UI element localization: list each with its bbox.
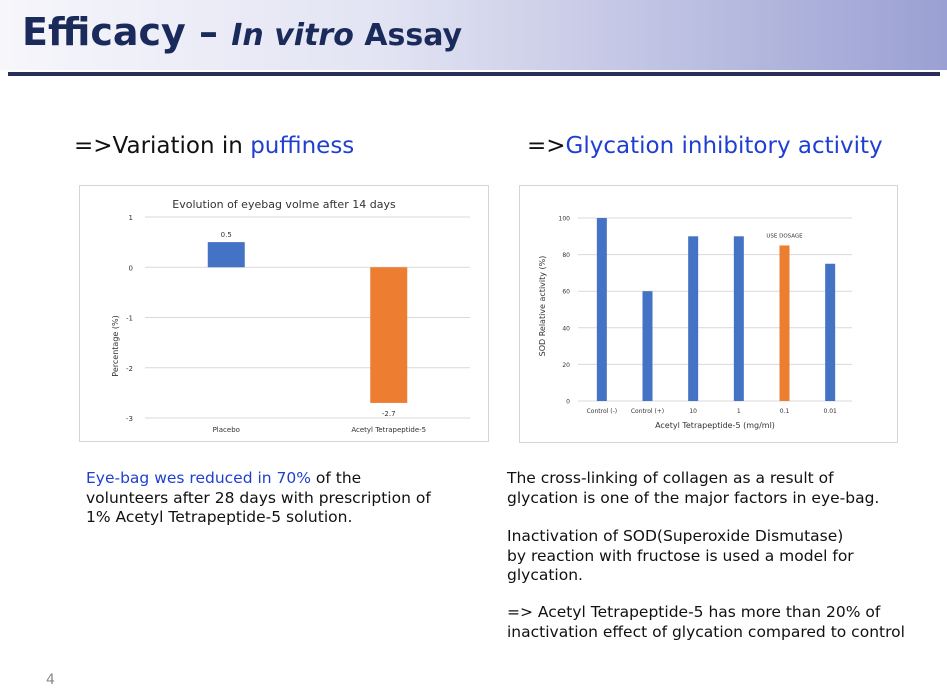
puffiness-chart — [79, 185, 489, 442]
chart1-ytick-label: 0 — [128, 264, 133, 273]
chart1-data-label: -2.7 — [381, 409, 396, 418]
left-para-rest: of the volunteers after 28 days with prescription of 1% Acetyl Tetrapeptide-5 solution. — [86, 469, 431, 526]
chart2-ytick-label: 20 — [562, 361, 570, 369]
chart1-ylabel: Percentage (%) — [111, 315, 120, 377]
chart2-bar — [825, 264, 835, 401]
right-paragraph-3: => Acetyl Tetrapeptide-5 has more than 20% of inactivation effect of glycation compared to control — [507, 603, 905, 641]
chart2-category-label: 0.1 — [779, 408, 790, 415]
left-heading — [74, 133, 354, 159]
title-italic: In vitro — [231, 18, 354, 53]
right-heading-prefix: => — [527, 133, 566, 159]
chart1-ytick-label: 1 — [128, 214, 133, 222]
chart2-category-label: 10 — [689, 408, 697, 415]
page-number: 4 — [46, 672, 55, 688]
chart1-category-label: Acetyl Tetrapeptide-5 — [351, 426, 427, 434]
chart1-ytick-label: -2 — [126, 364, 133, 373]
chart2-ytick-label: 100 — [558, 215, 570, 223]
chart1-ytick-label: -3 — [126, 415, 133, 423]
left-heading-prefix: =>Variation in — [74, 133, 251, 159]
chart2-category-label: 1 — [736, 408, 741, 415]
chart2-annotation: USE DOSAGE — [766, 233, 803, 240]
chart2-bar — [734, 236, 744, 401]
chart1-bar — [208, 242, 245, 267]
chart2-ytick-label: 40 — [562, 325, 570, 333]
right-heading — [527, 133, 883, 159]
title-underline — [8, 72, 940, 76]
chart2-category-label: 0.01 — [823, 408, 837, 415]
title-tail: Assay — [353, 18, 463, 53]
chart1-category-label: Placebo — [212, 426, 240, 434]
right-paragraph-2: Inactivation of SOD(Superoxide Dismutase) by reaction with fructose is used a model for glycation. — [507, 527, 854, 584]
chart2-bar — [688, 236, 698, 401]
slide-title — [22, 10, 462, 54]
chart2-bar — [643, 291, 653, 401]
chart1-bar — [370, 267, 407, 403]
chart1-ytick-label: -1 — [126, 314, 133, 323]
chart2-bar — [597, 218, 607, 401]
chart1-title: Evolution of eyebag volme after 14 days — [172, 198, 396, 211]
left-heading-highlight: puffiness — [250, 133, 355, 159]
glycation-chart-svg — [520, 186, 897, 442]
left-paragraph — [86, 469, 446, 528]
chart2-category-label: Control (+) — [630, 408, 665, 415]
chart2-bar — [780, 245, 790, 401]
chart2-ytick-label: 60 — [562, 288, 570, 296]
chart2-category-label: Control (-) — [586, 408, 618, 415]
right-paragraph-1: The cross-linking of collagen as a result of glycation is one of the major factors in eye-bag. — [507, 469, 880, 507]
chart2-ytick-label: 80 — [562, 252, 570, 260]
puffiness-chart-svg — [80, 186, 488, 441]
chart2-xlabel: Acetyl Tetrapeptide-5 (mg/ml) — [655, 421, 775, 430]
chart2-ylabel: SOD Relative activity (%) — [538, 255, 547, 357]
chart1-data-label: 0.5 — [220, 231, 232, 240]
chart2-ytick-label: 0 — [566, 398, 570, 406]
right-heading-highlight: Glycation inhibitory activity — [565, 133, 883, 159]
glycation-chart — [519, 185, 898, 443]
left-para-highlight: Eye-bag wes reduced in 70% — [86, 469, 311, 487]
title-main: Efficacy – — [22, 10, 232, 54]
